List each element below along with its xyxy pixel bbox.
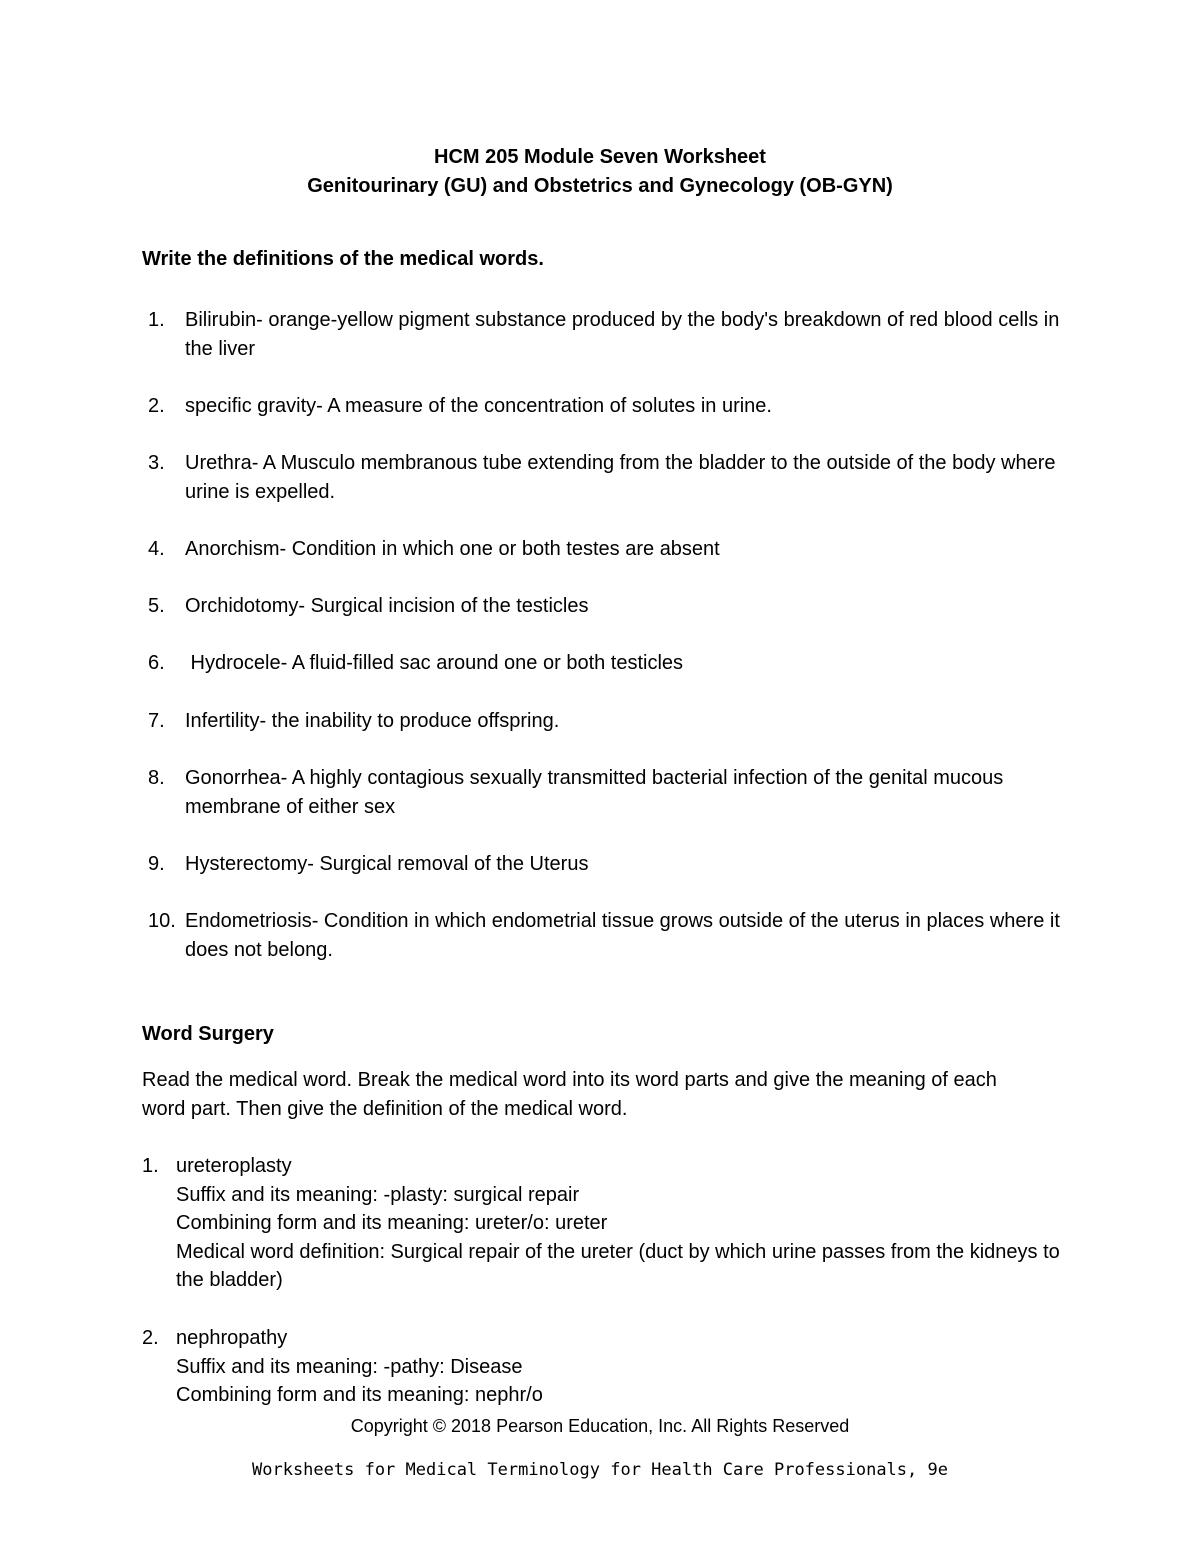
word-surgery-item: [142, 1324, 1062, 1410]
list-item: [142, 907, 1062, 964]
list-item: [142, 592, 1062, 621]
item-number: 1.: [142, 1155, 159, 1177]
item-text: Anorchism- Condition in which one or both testes are absent: [185, 537, 720, 560]
definition-line: Medical word definition: Surgical repair of the ureter (duct by which urine passes from the kidneys to the bladder): [176, 1240, 1060, 1291]
word-surgery-heading: Word Surgery: [142, 1023, 274, 1045]
item-number: 7.: [148, 709, 165, 732]
suffix-line: Suffix and its meaning: -pathy: Disease: [176, 1355, 523, 1378]
item-number: 6.: [148, 652, 165, 675]
item-text: Urethra- A Musculo membranous tube extending from the bladder to the outside of the body where urine is expelled.: [185, 452, 1056, 503]
item-number: 2.: [142, 1327, 159, 1349]
combining-form-line: Combining form and its meaning: nephr/o: [176, 1384, 543, 1406]
page-subtitle: Genitourinary (GU) and Obstetrics and Gynecology (OB-GYN): [307, 175, 893, 197]
item-number: 5.: [148, 595, 165, 618]
item-number: 8.: [148, 767, 165, 790]
definitions-instruction: Write the definitions of the medical words.: [142, 248, 544, 270]
item-text: Gonorrhea- A highly contagious sexually transmitted bacterial infection of the genital mucous membrane of either sex: [185, 767, 1004, 818]
suffix-line: Suffix and its meaning: -plasty: surgical repair: [176, 1183, 580, 1206]
item-text: Infertility- the inability to produce offspring.: [185, 709, 560, 732]
item-text: Bilirubin- orange-yellow pigment substance produced by the body's breakdown of red blood cells in the liver: [185, 309, 1060, 360]
item-number: 3.: [148, 452, 165, 475]
item-text: Hydrocele- A fluid-filled sac around one or both testicles: [185, 652, 684, 675]
copyright-footer: Copyright © 2018 Pearson Education, Inc. All Rights Reserved: [350, 1416, 850, 1436]
word-surgery-instruction: Read the medical word. Break the medical word into its word parts and give the meaning of each word part. Then give the definition of the medical word.: [142, 1069, 997, 1120]
medical-word: nephropathy: [176, 1327, 288, 1349]
medical-word: ureteroplasty: [176, 1155, 292, 1177]
list-item: [142, 449, 1062, 506]
item-text: Orchidotomy- Surgical incision of the testicles: [185, 595, 589, 618]
item-number: 10.: [148, 910, 176, 933]
item-number: 1.: [148, 309, 165, 331]
book-footer: Worksheets for Medical Terminology for Health Care Professionals, 9e: [252, 1460, 948, 1480]
list-item: [142, 850, 1062, 879]
item-number: 4.: [148, 537, 165, 560]
item-number: 9.: [148, 852, 165, 875]
item-text: Endometriosis- Condition in which endometrial tissue grows outside of the uterus in places where it does not belong.: [185, 910, 1060, 961]
item-number: 2.: [148, 394, 165, 417]
list-item: [142, 535, 1062, 564]
item-text: specific gravity- A measure of the concentration of solutes in urine.: [185, 394, 772, 417]
word-surgery-item: [142, 1152, 1062, 1295]
list-item: [142, 764, 1062, 821]
definitions-list: [142, 306, 1062, 993]
combining-form-line: Combining form and its meaning: ureter/o: ureter: [176, 1212, 608, 1234]
list-item: [142, 306, 1062, 363]
page-title: HCM 205 Module Seven Worksheet: [434, 146, 766, 168]
list-item: [142, 649, 1062, 678]
item-text: Hysterectomy- Surgical removal of the Uterus: [185, 852, 589, 875]
list-item: [142, 707, 1062, 736]
list-item: [142, 392, 1062, 421]
